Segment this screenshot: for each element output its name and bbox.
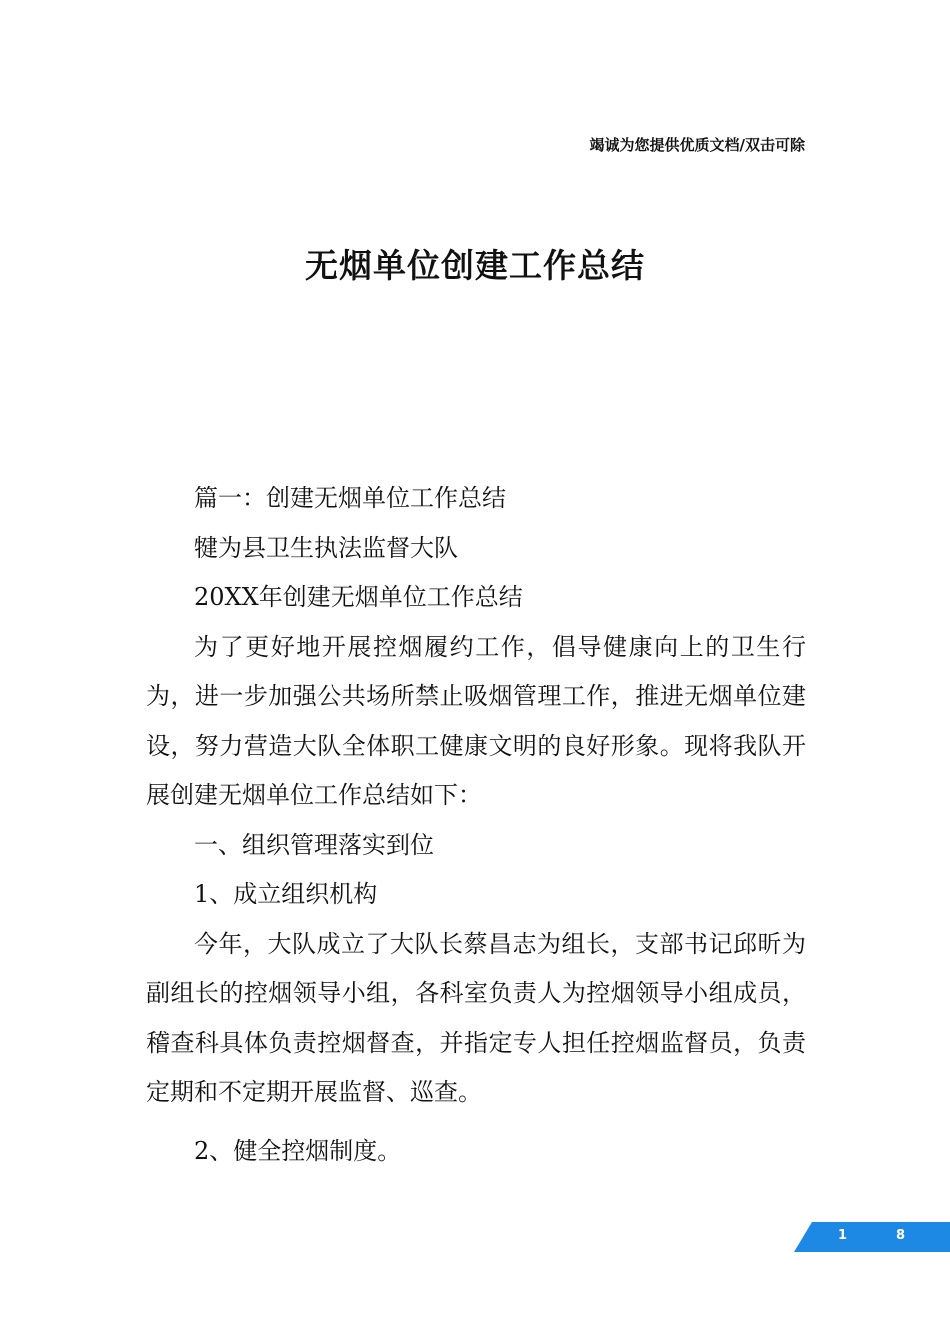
paragraph-report-title: 20XX年创建无烟单位工作总结	[194, 583, 523, 611]
page-indicator	[794, 1222, 950, 1252]
paragraph-body-1: 今年，大队成立了大队长蔡昌志为组长，支部书记邱昕为副组长的控烟领导小组，各科室负责人为控烟领导小组成员，稽查科具体负责控烟督查，并指定专人担任控烟监督员，负责定期和不定期开展监督、巡查。	[146, 929, 806, 1106]
paragraph-intro: 为了更好地开展控烟履约工作，倡导健康向上的卫生行为，进一步加强公共场所禁止吸烟管理工作，推进无烟单位建设，努力营造大队全体职工健康文明的良好形象。现将我队开展创建无烟单位工作总结如下：	[146, 632, 806, 809]
page-total-number: 8	[896, 1228, 906, 1243]
document-title: 无烟单位创建工作总结	[305, 246, 645, 285]
header-note: 竭诚为您提供优质文档/双击可除	[589, 136, 805, 154]
page-current-number: 1	[838, 1228, 848, 1243]
paragraph-section-title: 篇一：创建无烟单位工作总结	[194, 484, 506, 512]
page-tab-shape	[794, 1222, 950, 1252]
paragraph-subheading-2: 2、健全控烟制度。	[194, 1136, 402, 1165]
paragraph-subheading-1: 1、成立组织机构	[194, 880, 378, 908]
document-body	[146, 474, 806, 1176]
paragraph-organization: 犍为县卫生执法监督大队	[194, 533, 458, 562]
paragraph-heading-1: 一、组织管理落实到位	[194, 830, 434, 859]
